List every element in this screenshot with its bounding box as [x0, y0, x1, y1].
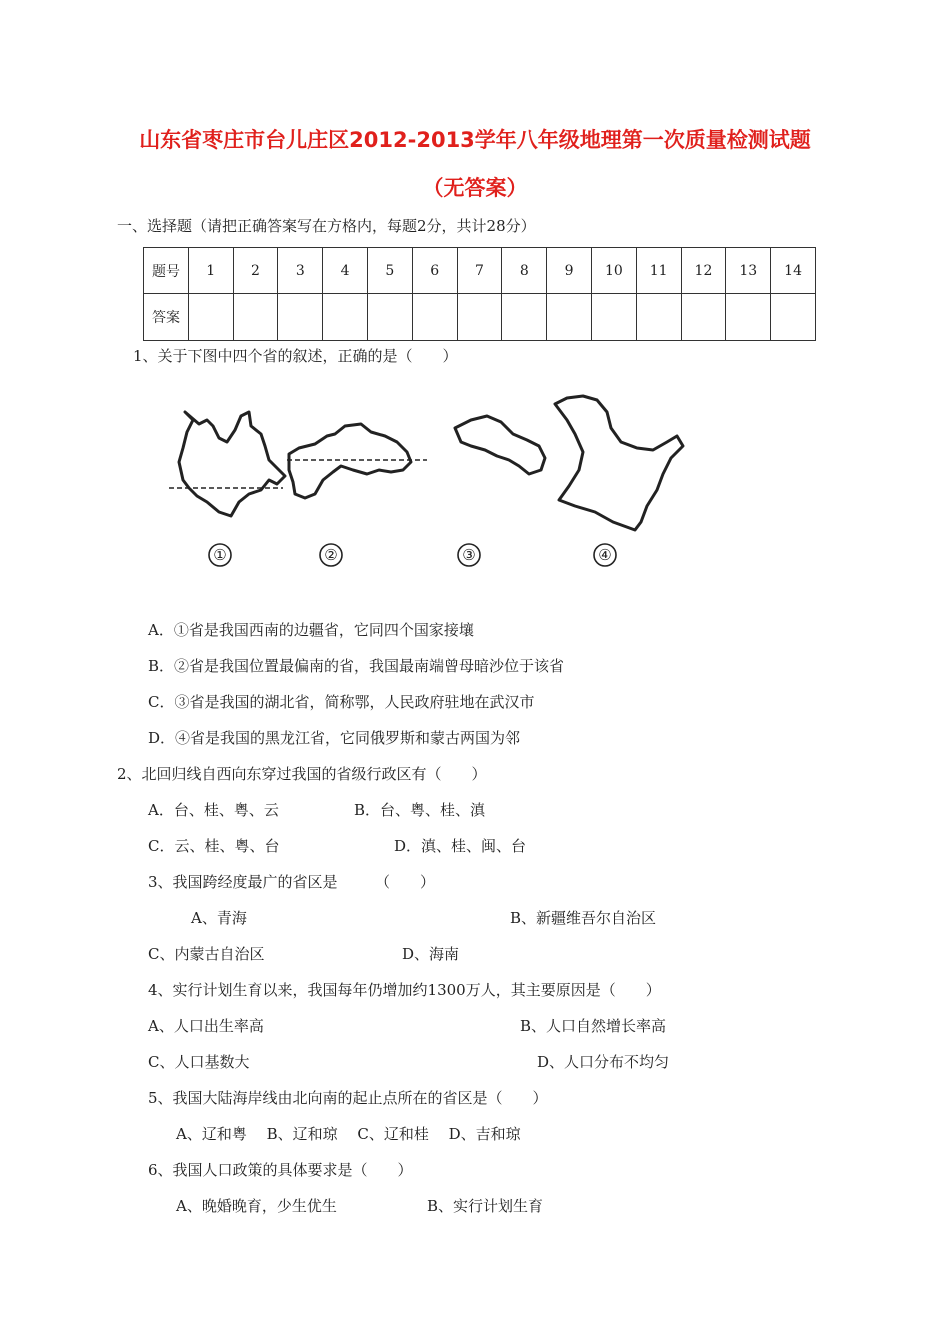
question-4-stem: 4、实行计划生育以来，我国每年仍增加约1300万人，其主要原因是（ ）	[148, 981, 661, 999]
question-4-option-d: D、人口分布不均匀	[537, 1053, 670, 1071]
question-2-option-c: C．云、桂、粤、台	[148, 837, 280, 855]
table-cell: 3	[278, 248, 323, 294]
province-outline-1	[179, 412, 285, 516]
question-3-option-d: D、海南	[402, 945, 460, 963]
question-1-option-c: C．③省是我国的湖北省，简称鄂，人民政府驻地在武汉市	[148, 693, 535, 711]
table-cell: 11	[636, 248, 681, 294]
question-2-option-a: A．台、桂、粤、云	[148, 801, 279, 819]
answer-cell[interactable]	[547, 294, 592, 341]
province-outline-2	[289, 424, 411, 498]
question-3-option-b: B、新疆维吾尔自治区	[510, 909, 657, 927]
map-label-2: ②	[324, 546, 338, 564]
question-5-options: A、辽和粤 B、辽和琼 C、辽和桂 D、吉和琼	[176, 1125, 521, 1143]
answer-cell[interactable]	[233, 294, 278, 341]
table-cell: 8	[502, 248, 547, 294]
table-cell: 7	[457, 248, 502, 294]
table-cell: 2	[233, 248, 278, 294]
question-6-option-a: A、晚婚晚育，少生优生	[176, 1197, 337, 1215]
question-6-stem: 6、我国人口政策的具体要求是（ ）	[148, 1161, 413, 1179]
answer-cell[interactable]	[771, 294, 816, 341]
answer-cell[interactable]	[412, 294, 457, 341]
table-cell: 10	[591, 248, 636, 294]
question-2-option-d: D．滇、桂、闽、台	[394, 837, 527, 855]
question-2-stem: 2、北回归线自西向东穿过我国的省级行政区有（ ）	[117, 765, 487, 783]
answer-table	[143, 247, 816, 341]
answer-cell[interactable]	[636, 294, 681, 341]
question-5-stem: 5、我国大陆海岸线由北向南的起止点所在的省区是（ ）	[148, 1089, 548, 1107]
province-outline-3	[455, 416, 545, 474]
answer-cell[interactable]	[591, 294, 636, 341]
province-maps-figure	[165, 390, 705, 580]
table-cell: 13	[726, 248, 771, 294]
map-label-4: ④	[598, 546, 612, 564]
question-1-stem: 1、关于下图中四个省的叙述，正确的是（ ）	[133, 347, 458, 365]
document-subtitle: （无答案）	[422, 176, 528, 200]
answer-cell[interactable]	[681, 294, 726, 341]
table-cell: 1	[188, 248, 233, 294]
answer-cell[interactable]	[502, 294, 547, 341]
question-4-option-c: C、人口基数大	[148, 1053, 250, 1071]
answer-cell[interactable]	[323, 294, 368, 341]
document-title: 山东省枣庄市台儿庄区2012-2013学年八年级地理第一次质量检测试题	[139, 128, 811, 152]
table-cell: 4	[323, 248, 368, 294]
question-1-option-a: A．①省是我国西南的边疆省，它同四个国家接壤	[148, 621, 474, 639]
table-row	[144, 248, 816, 294]
table-row	[144, 294, 816, 341]
map-label-3: ③	[462, 546, 476, 564]
section-heading: 一、选择题（请把正确答案写在方格内，每题2分，共计28分）	[117, 217, 536, 235]
table-cell: 6	[412, 248, 457, 294]
map-label-1: ①	[213, 546, 227, 564]
table-cell: 9	[547, 248, 592, 294]
question-1-option-b: B．②省是我国位置最偏南的省，我国最南端曾母暗沙位于该省	[148, 657, 565, 675]
question-4-option-a: A、人口出生率高	[148, 1017, 264, 1035]
table-row-label: 答案	[144, 294, 189, 341]
question-3-option-a: A、青海	[191, 909, 247, 927]
question-1-option-d: D．④省是我国的黑龙江省，它同俄罗斯和蒙古两国为邻	[148, 729, 521, 747]
answer-cell[interactable]	[457, 294, 502, 341]
answer-cell[interactable]	[367, 294, 412, 341]
answer-cell[interactable]	[726, 294, 771, 341]
question-4-option-b: B、人口自然增长率高	[520, 1017, 667, 1035]
table-row-label: 题号	[144, 248, 189, 294]
table-cell: 14	[771, 248, 816, 294]
question-6-option-b: B、实行计划生育	[427, 1197, 544, 1215]
question-2-option-b: B．台、粤、桂、滇	[354, 801, 486, 819]
answer-cell[interactable]	[278, 294, 323, 341]
table-cell: 5	[367, 248, 412, 294]
province-outline-4	[555, 396, 683, 530]
question-3-stem: 3、我国跨经度最广的省区是 （ ）	[148, 873, 436, 891]
table-cell: 12	[681, 248, 726, 294]
question-3-option-c: C、内蒙古自治区	[148, 945, 265, 963]
answer-cell[interactable]	[188, 294, 233, 341]
